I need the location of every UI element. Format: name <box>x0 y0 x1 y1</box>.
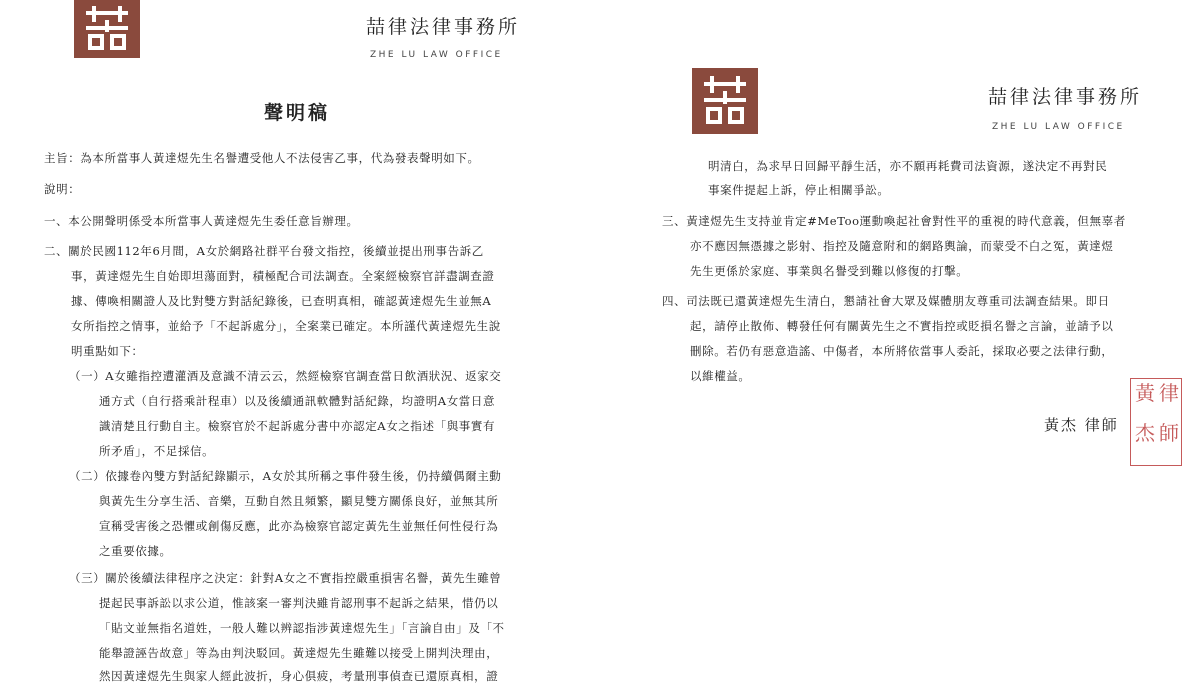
paragraph-line: 以維權益。 <box>690 369 751 383</box>
paragraph-line: 三、黃達煜先生支持並肯定#MeToo運動喚起社會對性平的重視的時代意義，但無辜者 <box>662 214 1126 228</box>
paragraph-line: 與黃先生分享生活、音樂，互動自然且頻繁，顯見雙方關係良好，並無其所 <box>99 494 499 508</box>
paragraph-line: （三）關於後續法律程序之決定：針對A女之不實指控嚴重損害名譽，黃先生雖曾 <box>69 571 502 585</box>
paragraph-line: 提起民事訴訟以求公道，惟該案一審判決雖肯認刑事不起訴之結果，惜仍以 <box>99 596 499 610</box>
firm-logo <box>74 0 140 58</box>
paragraph-line: 「貼文並無指名道姓，一般人難以辨認指涉黃達煜先生」「言論自由」及「不 <box>99 621 505 635</box>
firm-name-english: ZHE LU LAW OFFICE <box>992 122 1125 132</box>
paragraph-line: 之重要依據。 <box>99 544 172 558</box>
zhe-logo-glyph <box>82 6 132 52</box>
paragraph-line: 亦不應因無憑據之影射、指控及隨意附和的網路輿論，而蒙受不白之冤，黃達煜 <box>690 239 1114 253</box>
paragraph-line: 女所指控之情事，並給予「不起訴處分」，全案業已確定。本所謹代黃達煜先生說 <box>71 319 501 333</box>
paragraph-line: 事案件提起上訴，停止相關爭訟。 <box>708 183 890 197</box>
firm-name: 喆律法律事務所 <box>366 16 521 38</box>
seal-char: 杰 <box>1135 421 1155 445</box>
paragraph-line: 宣稱受害後之恐懼或創傷反應，此亦為檢察官認定黃先生並無任何性侵行為 <box>99 519 499 533</box>
paragraph-line: 識清楚且行動自主。檢察官於不起訴處分書中亦認定A女之指述「與事實有 <box>99 419 496 433</box>
paragraph-line: 通方式（自行搭乘計程車）以及後續通訊軟體對話紀錄，均證明A女當日意 <box>99 394 496 408</box>
paragraph-line: 刪除。若仍有惡意造謠、中傷者，本所將依當事人委託，採取必要之法律行動， <box>690 344 1114 358</box>
paragraph-line: 先生更係於家庭、事業與名譽受到難以修復的打擊。 <box>690 264 969 278</box>
paragraph-line: 能舉證誣告故意」等為由判決駁回。黃達煜先生雖難以接受上開判決理由， <box>99 646 499 660</box>
paragraph-line: 一、本公開聲明係受本所當事人黃達煜先生委任意旨辦理。 <box>44 214 359 228</box>
left-document-page <box>0 0 600 683</box>
paragraph-line: 然因黃達煜先生與家人經此波折，身心俱疲，考量刑事偵查已還原真相，證 <box>99 669 499 683</box>
paragraph-line: 據、傳喚相關證人及比對雙方對話紀錄後，已查明真相，確認黃達煜先生並無A <box>71 294 492 308</box>
paragraph-line: 起，請停止散佈、轉發任何有關黃先生之不實指控或貶損名譽之言論，並請予以 <box>690 319 1114 333</box>
seal-char: 黃 <box>1135 381 1155 405</box>
seal-char: 師 <box>1159 421 1179 445</box>
paragraph-line: （一）A女雖指控遭灌酒及意識不清云云，然經檢察官調查當日飲酒狀況、返家交 <box>69 369 502 383</box>
paragraph-line: 事，黃達煜先生自始即坦蕩面對，積極配合司法調查。全案經檢察官詳盡調查證 <box>71 269 495 283</box>
firm-name-english: ZHE LU LAW OFFICE <box>370 50 503 60</box>
zhe-logo-glyph <box>700 76 750 126</box>
paragraph-line: 四、司法既已還黃達煜先生清白，懇請社會大眾及媒體朋友尊重司法調查結果。即日 <box>662 294 1110 308</box>
paragraph-line: 二、關於民國112年6月間，A女於網路社群平台發文指控，後續並提出刑事告訴乙 <box>44 244 484 258</box>
paragraph-line: 所矛盾」，不足採信。 <box>99 444 215 458</box>
paragraph-line: （二）依據卷內雙方對話紀錄顯示，A女於其所稱之事件發生後，仍持續偶爾主動 <box>69 469 502 483</box>
right-document-page <box>600 0 1200 675</box>
paragraph-line: 明清白，為求早日回歸平靜生活，亦不願再耗費司法資源，遂決定不再對民 <box>708 159 1108 173</box>
lawyer-seal-stamp <box>1130 378 1182 466</box>
seal-char: 律 <box>1159 381 1179 405</box>
paragraph-line: 明重點如下： <box>71 344 144 358</box>
firm-name: 喆律法律事務所 <box>988 86 1143 108</box>
document-title: 聲明稿 <box>264 102 331 124</box>
subject-line: 主旨：為本所當事人黃達煜先生名譽遭受他人不法侵害乙事，代為發表聲明如下。 <box>44 151 480 165</box>
lawyer-signature: 黃杰 律師 <box>1044 416 1119 434</box>
explanation-heading: 說明： <box>44 182 81 196</box>
firm-logo <box>692 68 758 134</box>
